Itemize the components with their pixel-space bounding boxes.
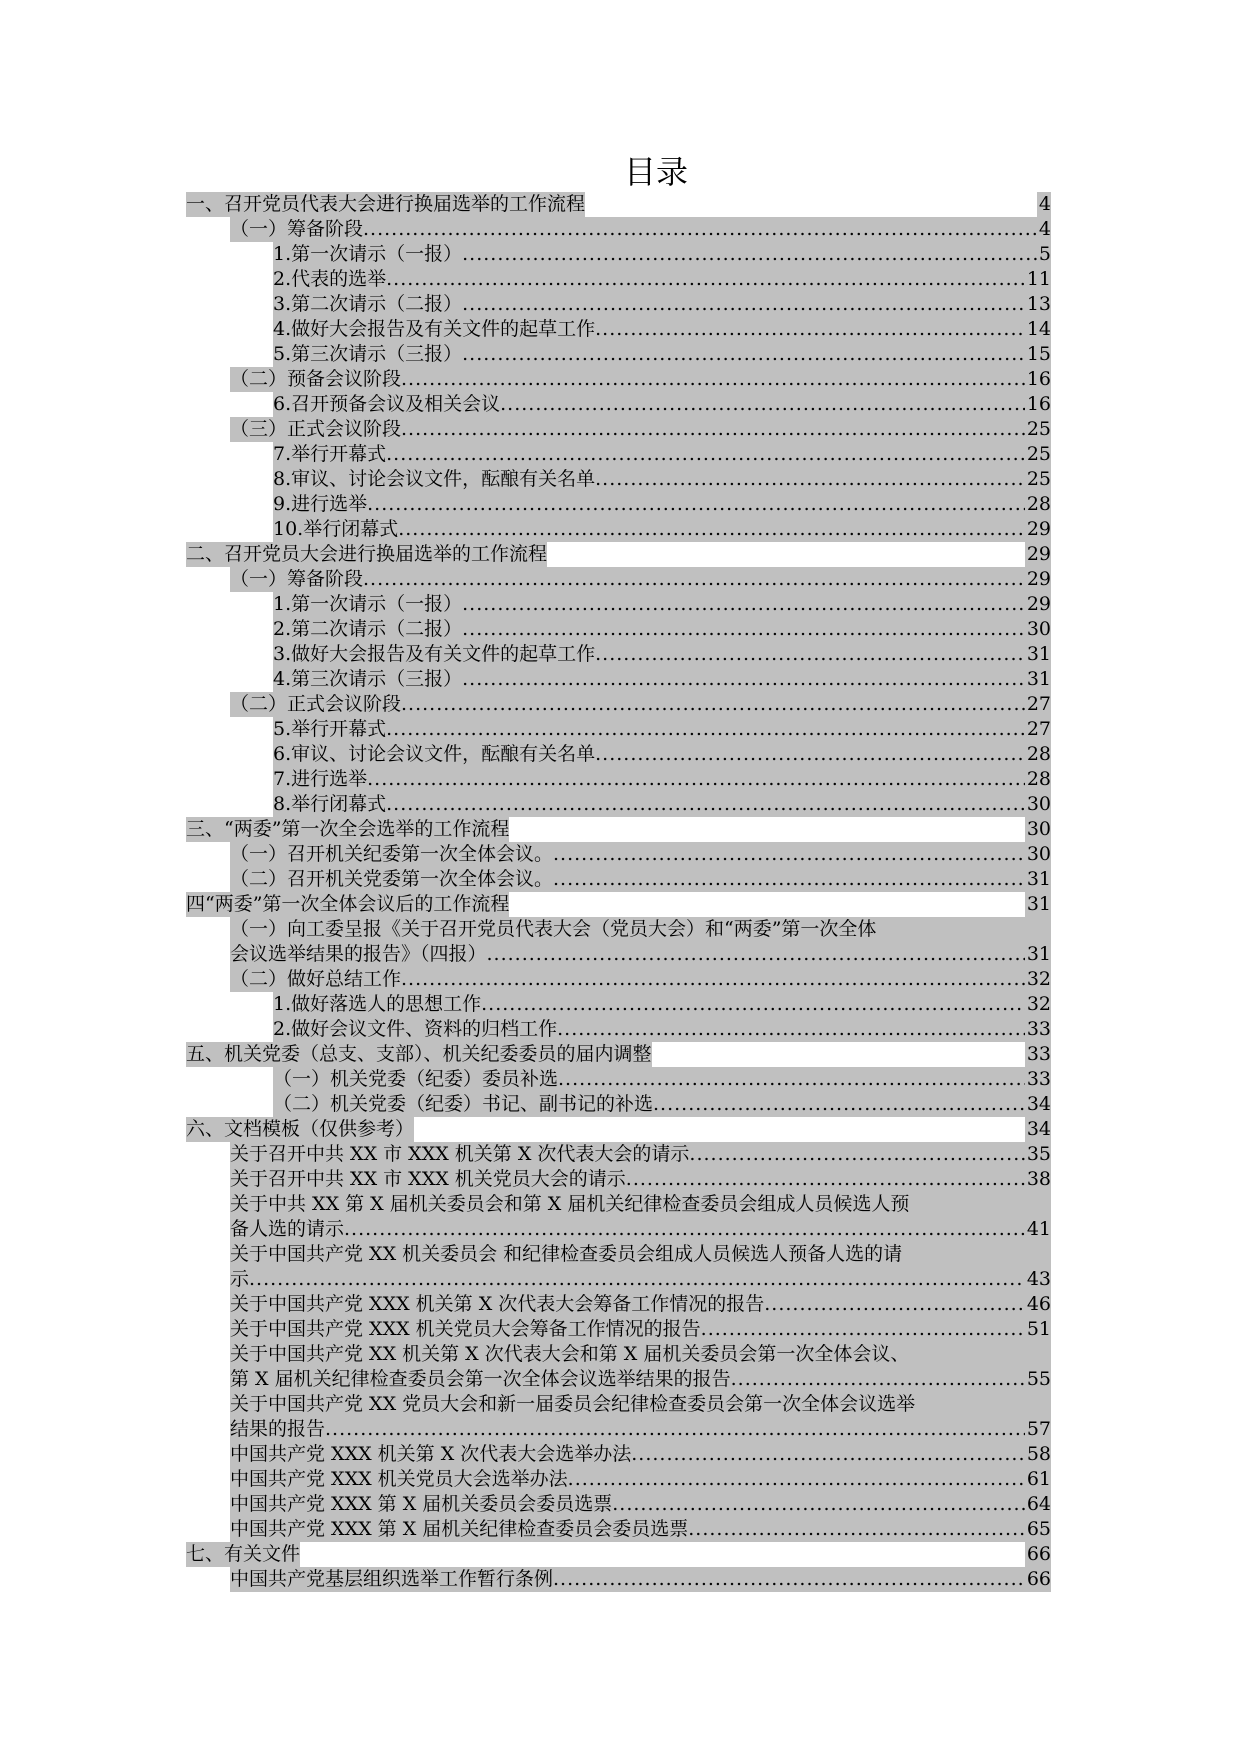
toc-entry[interactable] <box>186 1317 1051 1342</box>
tab-leader <box>414 1117 1025 1142</box>
dot-leader <box>462 592 1025 617</box>
toc-entry[interactable] <box>186 1142 1051 1167</box>
tab-leader <box>300 1542 1025 1567</box>
toc-entry[interactable] <box>186 192 1051 217</box>
toc-entry-label: 6.审议、讨论会议文件，酝酿有关名单 <box>273 743 596 765</box>
toc-entry[interactable] <box>186 567 1051 592</box>
toc-entry-page: 55 <box>1026 1368 1051 1390</box>
toc-entry[interactable] <box>186 717 1051 742</box>
toc-entry-page: 15 <box>1026 343 1051 365</box>
toc-entry-label: （一）机关党委（纪委）委员补选 <box>273 1068 559 1090</box>
toc-entry[interactable] <box>186 267 1051 292</box>
dot-leader <box>557 1017 1025 1042</box>
dot-leader <box>462 617 1025 642</box>
table-of-contents <box>186 192 1051 1592</box>
dot-leader <box>249 1267 1025 1292</box>
dot-leader <box>462 342 1025 367</box>
dot-leader <box>595 467 1025 492</box>
dot-leader <box>553 867 1025 892</box>
toc-entry-label: （一）筹备阶段 <box>230 568 364 590</box>
toc-entry-page: 65 <box>1026 1518 1051 1540</box>
dot-leader <box>462 667 1025 692</box>
toc-entry-page: 28 <box>1026 743 1051 765</box>
toc-entry-label: 3.做好大会报告及有关文件的起草工作 <box>273 643 596 665</box>
toc-entry[interactable] <box>186 592 1051 617</box>
toc-entry-label: 关于中共 XX 第 X 届机关委员会和第 X 届机关纪律检查委员会组成人员候选人预 <box>230 1192 1051 1217</box>
toc-entry-label: （二）预备会议阶段 <box>230 368 402 390</box>
dot-leader <box>386 267 1025 292</box>
toc-entry-label: （二）机关党委（纪委）书记、副书记的补选 <box>273 1093 654 1115</box>
toc-entry-label: 关于中国共产党 XX 党员大会和新一届委员会纪律检查委员会第一次全体会议选举 <box>230 1392 1051 1417</box>
toc-entry-page: 4 <box>1038 218 1051 240</box>
toc-entry[interactable] <box>186 242 1051 267</box>
toc-entry-label: 中国共产党 XXX 第 X 届机关纪律检查委员会委员选票 <box>230 1518 689 1540</box>
toc-entry[interactable] <box>186 617 1051 642</box>
toc-entry-page: 43 <box>1026 1268 1051 1290</box>
dot-leader <box>462 242 1037 267</box>
toc-entry-page: 41 <box>1026 1218 1051 1240</box>
toc-entry-page: 33 <box>1026 1043 1051 1065</box>
toc-entry-label: 4.第三次请示（三报） <box>273 668 463 690</box>
dot-leader <box>325 1417 1025 1442</box>
toc-entry-label-continued: 会议选举结果的报告》（四报） <box>230 943 487 965</box>
dot-leader <box>401 417 1025 442</box>
dot-leader <box>701 1317 1025 1342</box>
toc-entry[interactable] <box>186 492 1051 517</box>
toc-entry[interactable] <box>186 742 1051 767</box>
toc-entry-label: 四“两委”第一次全体会议后的工作流程 <box>186 893 510 915</box>
toc-entry-page: 30 <box>1026 818 1051 840</box>
toc-entry[interactable] <box>186 1092 1051 1117</box>
dot-leader <box>612 1492 1025 1517</box>
dot-leader <box>344 1217 1025 1242</box>
dot-leader <box>386 717 1025 742</box>
toc-entry-label: 5.举行开幕式 <box>273 718 387 740</box>
toc-entry-label: 7.进行选举 <box>273 768 368 790</box>
toc-entry-page: 25 <box>1026 468 1051 490</box>
toc-entry-label: 3.第二次请示（二报） <box>273 293 463 315</box>
toc-entry[interactable] <box>186 467 1051 492</box>
toc-entry-page: 30 <box>1026 618 1051 640</box>
dot-leader <box>653 1092 1025 1117</box>
toc-entry-page: 11 <box>1026 268 1051 290</box>
toc-entry-label: 二、召开党员大会进行换届选举的工作流程 <box>186 543 548 565</box>
toc-entry[interactable] <box>186 842 1051 867</box>
toc-entry-label: 中国共产党 XXX 第 X 届机关委员会委员选票 <box>230 1493 613 1515</box>
toc-entry-label: 10.举行闭幕式 <box>273 518 399 540</box>
toc-entry-page: 38 <box>1026 1168 1051 1190</box>
toc-entry[interactable] <box>186 1517 1051 1542</box>
toc-entry-label: 9.进行选举 <box>273 493 368 515</box>
toc-entry-label: 1.做好落选人的思想工作 <box>273 993 482 1015</box>
dot-leader <box>689 1142 1024 1167</box>
dot-leader <box>568 1467 1025 1492</box>
toc-entry-label: 5.第三次请示（三报） <box>273 343 463 365</box>
toc-entry[interactable] <box>186 1442 1051 1467</box>
toc-entry-label: （三）正式会议阶段 <box>230 418 402 440</box>
dot-leader <box>553 1567 1025 1592</box>
toc-entry-page: 14 <box>1026 318 1051 340</box>
toc-entry-page: 66 <box>1026 1543 1051 1565</box>
toc-entry-page: 30 <box>1026 843 1051 865</box>
toc-entry-page: 5 <box>1038 243 1051 265</box>
dot-leader <box>595 317 1025 342</box>
toc-entry[interactable] <box>186 542 1051 567</box>
toc-entry[interactable] <box>186 442 1051 467</box>
toc-entry[interactable] <box>186 367 1051 392</box>
toc-entry-label: 三、“两委”第一次全会选举的工作流程 <box>186 818 510 840</box>
dot-leader <box>595 642 1025 667</box>
toc-entry-page: 31 <box>1026 868 1051 890</box>
toc-entry-label: 4.做好大会报告及有关文件的起草工作 <box>273 318 596 340</box>
toc-entry[interactable] <box>186 792 1051 817</box>
toc-entry[interactable] <box>186 967 1051 992</box>
toc-entry-label: 关于中国共产党 XXX 机关第 X 次代表大会筹备工作情况的报告 <box>230 1293 765 1315</box>
toc-entry-page: 25 <box>1026 443 1051 465</box>
toc-entry-label-continued: 结果的报告 <box>230 1418 326 1440</box>
toc-entry[interactable] <box>186 767 1051 792</box>
toc-entry-page: 29 <box>1026 518 1051 540</box>
toc-entry-page: 29 <box>1026 543 1051 565</box>
toc-entry-page: 66 <box>1026 1568 1051 1590</box>
toc-entry-page: 13 <box>1026 293 1051 315</box>
toc-entry-label: （一）召开机关纪委第一次全体会议。 <box>230 843 554 865</box>
toc-entry-page: 46 <box>1026 1293 1051 1315</box>
toc-entry-label: 1.第一次请示（一报） <box>273 593 463 615</box>
toc-entry-label: （一）筹备阶段 <box>230 218 364 240</box>
toc-entry[interactable] <box>186 867 1051 892</box>
toc-entry-label: 8.举行闭幕式 <box>273 793 387 815</box>
toc-entry-label: 关于中国共产党 XX 机关委员会 和纪律检查委员会组成人员候选人预备人选的请 <box>230 1242 1051 1267</box>
toc-entry-label-continued: 示 <box>230 1268 250 1290</box>
toc-entry-page: 28 <box>1026 768 1051 790</box>
toc-entry[interactable] <box>186 1567 1051 1592</box>
dot-leader <box>764 1292 1025 1317</box>
toc-entry[interactable] <box>186 1492 1051 1517</box>
toc-entry-page: 61 <box>1026 1468 1051 1490</box>
toc-entry-page: 16 <box>1026 393 1051 415</box>
toc-entry-label-continued: 第 X 届机关纪律检查委员会第一次全体会议选举结果的报告 <box>230 1368 731 1390</box>
toc-entry[interactable] <box>186 667 1051 692</box>
toc-entry-label: 8.审议、讨论会议文件，酝酿有关名单 <box>273 468 596 490</box>
toc-entry[interactable] <box>186 417 1051 442</box>
toc-entry-page: 33 <box>1026 1018 1051 1040</box>
dot-leader <box>688 1517 1025 1542</box>
toc-entry-label: 中国共产党基层组织选举工作暂行条例 <box>230 1568 554 1590</box>
toc-entry-label: 7.举行开幕式 <box>273 443 387 465</box>
toc-entry[interactable] <box>186 217 1051 242</box>
toc-entry[interactable] <box>186 1192 1051 1242</box>
toc-entry-page: 28 <box>1026 493 1051 515</box>
toc-entry-label: 2.代表的选举 <box>273 268 387 290</box>
toc-entry-label: （二）正式会议阶段 <box>230 693 402 715</box>
toc-entry-page: 34 <box>1026 1093 1051 1115</box>
dot-leader <box>487 942 1025 967</box>
toc-entry[interactable] <box>186 292 1051 317</box>
toc-entry-page: 34 <box>1026 1118 1051 1140</box>
dot-leader <box>367 767 1025 792</box>
toc-entry-page: 51 <box>1026 1318 1051 1340</box>
toc-entry-label: 中国共产党 XXX 机关党员大会选举办法 <box>230 1468 568 1490</box>
dot-leader <box>731 1367 1025 1392</box>
tab-leader <box>509 817 1024 842</box>
toc-entry-label: 关于召开中共 XX 市 XXX 机关第 X 次代表大会的请示 <box>230 1143 690 1165</box>
toc-entry[interactable] <box>186 342 1051 367</box>
toc-entry[interactable] <box>186 642 1051 667</box>
toc-entry[interactable] <box>186 1117 1051 1142</box>
toc-entry-label: 关于中国共产党 XX 机关第 X 次代表大会和第 X 届机关委员会第一次全体会议、 <box>230 1342 1051 1367</box>
toc-title: 目录 <box>623 153 688 191</box>
dot-leader <box>631 1442 1025 1467</box>
toc-entry-label: 五、机关党委（总支、支部）、机关纪委委员的届内调整 <box>186 1043 652 1065</box>
toc-entry-page: 30 <box>1026 793 1051 815</box>
toc-entry-page: 31 <box>1026 943 1051 965</box>
toc-entry[interactable] <box>186 517 1051 542</box>
tab-leader <box>547 542 1025 567</box>
toc-entry-page: 31 <box>1026 643 1051 665</box>
toc-entry-page: 32 <box>1026 968 1051 990</box>
toc-entry-page: 64 <box>1026 1493 1051 1515</box>
toc-entry[interactable] <box>186 1167 1051 1192</box>
toc-entry-page: 33 <box>1026 1068 1051 1090</box>
toc-entry-page: 29 <box>1026 568 1051 590</box>
tab-leader <box>509 892 1024 917</box>
toc-entry[interactable] <box>186 892 1051 917</box>
toc-entry-label-continued: 备人选的请示 <box>230 1218 345 1240</box>
dot-leader <box>401 367 1025 392</box>
toc-entry[interactable] <box>186 1342 1051 1392</box>
toc-entry[interactable] <box>186 692 1051 717</box>
toc-entry-page: 58 <box>1026 1443 1051 1465</box>
toc-entry-page: 27 <box>1026 718 1051 740</box>
dot-leader <box>401 692 1025 717</box>
dot-leader <box>481 992 1025 1017</box>
toc-entry-page: 32 <box>1026 993 1051 1015</box>
toc-entry-label: 6.召开预备会议及相关会议 <box>273 393 501 415</box>
tab-leader <box>585 192 1037 217</box>
dot-leader <box>462 292 1025 317</box>
dot-leader <box>398 517 1025 542</box>
toc-entry-label: 六、文档模板（仅供参考） <box>186 1118 415 1140</box>
toc-entry[interactable] <box>186 1392 1051 1442</box>
toc-entry-label: 2.第二次请示（二报） <box>273 618 463 640</box>
toc-entry-page: 27 <box>1026 693 1051 715</box>
toc-entry-label: 七、有关文件 <box>186 1543 301 1565</box>
toc-entry[interactable] <box>186 1467 1051 1492</box>
dot-leader <box>558 1067 1025 1092</box>
toc-entry-page: 25 <box>1026 418 1051 440</box>
toc-entry-label: （一）向工委呈报《关于召开党员代表大会（党员大会）和“两委”第一次全体 <box>230 917 1051 942</box>
toc-entry-page: 16 <box>1026 368 1051 390</box>
toc-entry-label: 关于召开中共 XX 市 XXX 机关党员大会的请示 <box>230 1168 626 1190</box>
dot-leader <box>363 567 1025 592</box>
toc-entry[interactable] <box>186 917 1051 967</box>
dot-leader <box>367 492 1025 517</box>
toc-entry-page: 31 <box>1026 668 1051 690</box>
toc-entry[interactable] <box>186 1292 1051 1317</box>
dot-leader <box>553 842 1025 867</box>
toc-entry[interactable] <box>186 1242 1051 1292</box>
dot-leader <box>386 442 1025 467</box>
toc-entry-label: 2.做好会议文件、资料的归档工作 <box>273 1018 558 1040</box>
toc-entry[interactable] <box>186 1017 1051 1042</box>
toc-entry[interactable] <box>186 1542 1051 1567</box>
toc-entry-page: 31 <box>1026 893 1051 915</box>
dot-leader <box>626 1167 1025 1192</box>
dot-leader <box>595 742 1025 767</box>
dot-leader <box>386 792 1025 817</box>
toc-entry-label: 中国共产党 XXX 机关第 X 次代表大会选举办法 <box>230 1443 632 1465</box>
toc-entry-label: （二）召开机关党委第一次全体会议。 <box>230 868 554 890</box>
dot-leader <box>401 967 1025 992</box>
toc-entry[interactable] <box>186 817 1051 842</box>
toc-entry[interactable] <box>186 317 1051 342</box>
toc-entry-page: 29 <box>1026 593 1051 615</box>
toc-entry[interactable] <box>186 1067 1051 1092</box>
tab-leader <box>652 1042 1025 1067</box>
toc-entry-label: 1.第一次请示（一报） <box>273 243 463 265</box>
toc-entry-page: 35 <box>1026 1143 1051 1165</box>
toc-entry-label: （二）做好总结工作 <box>230 968 402 990</box>
toc-entry-page: 4 <box>1038 193 1051 215</box>
toc-entry-page: 57 <box>1026 1418 1051 1440</box>
toc-entry-label: 关于中国共产党 XXX 机关党员大会筹备工作情况的报告 <box>230 1318 701 1340</box>
dot-leader <box>363 217 1037 242</box>
toc-entry[interactable] <box>186 1042 1051 1067</box>
toc-entry-label: 一、召开党员代表大会进行换届选举的工作流程 <box>186 193 586 215</box>
toc-entry[interactable] <box>186 992 1051 1017</box>
toc-entry[interactable] <box>186 392 1051 417</box>
dot-leader <box>500 392 1025 417</box>
